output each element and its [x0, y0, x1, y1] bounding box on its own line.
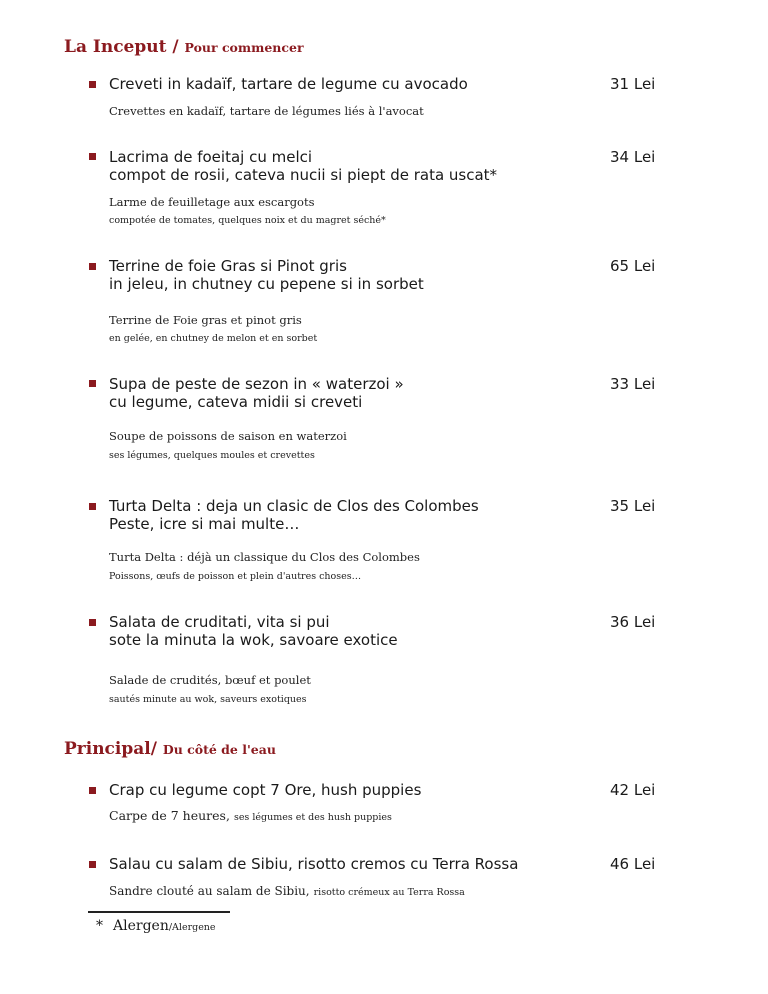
- section-title-starters-ro: La Inceput /: [64, 37, 179, 57]
- bullet-icon: [89, 81, 96, 88]
- item-desc-fr: ses légumes, quelques moules et crevettes: [109, 450, 315, 461]
- item-name-ro: Crap cu legume copt 7 Ore, hush puppies: [109, 781, 422, 799]
- footnote-mark: *: [96, 918, 103, 934]
- item-price: 31 Lei: [610, 75, 656, 93]
- item-desc-fr: risotto crémeux au Terra Rossa: [313, 887, 465, 898]
- item-desc-fr: Poissons, œufs de poisson et plein d'autres choses…: [109, 571, 362, 582]
- item-name-ro: Turta Delta : deja un clasic de Clos des Colombes: [109, 497, 479, 515]
- item-price: 65 Lei: [610, 257, 656, 275]
- item-desc-ro: cu legume, cateva midii si creveti: [109, 393, 363, 411]
- item-price: 42 Lei: [610, 781, 656, 799]
- item-price: 36 Lei: [610, 613, 656, 631]
- item-desc-ro: Peste, icre si mai multe…: [109, 515, 300, 533]
- bullet-icon: [89, 380, 96, 387]
- footnote-divider: [88, 911, 230, 913]
- item-price: 34 Lei: [610, 148, 656, 166]
- item-price: 35 Lei: [610, 497, 656, 515]
- section-subtitle-starters: Pour commencer: [184, 40, 304, 55]
- item-name-fr: Terrine de Foie gras et pinot gris: [109, 313, 302, 327]
- item-name-fr: Soupe de poissons de saison en waterzoi: [109, 429, 347, 443]
- section-subtitle-mains: Du côté de l'eau: [162, 742, 276, 757]
- item-name-ro: Salau cu salam de Sibiu, risotto cremos cu Terra Rossa: [109, 855, 519, 873]
- item-desc-fr: en gelée, en chutney de melon et en sorbet: [109, 333, 318, 344]
- footnote-sub: /Alergene: [168, 922, 216, 933]
- item-desc-ro: sote la minuta la wok, savoare exotice: [109, 631, 398, 649]
- item-desc-fr: ses légumes et des hush puppies: [233, 812, 392, 823]
- item-name-fr: Crevettes en kadaïf, tartare de légumes liés à l'avocat: [109, 104, 424, 118]
- item-desc-fr: compotée de tomates, quelques noix et du magret séché*: [109, 215, 386, 226]
- item-name-fr: Carpe de 7 heures,: [109, 808, 230, 823]
- item-name-ro: Salata de cruditati, vita si pui: [109, 613, 330, 631]
- section-title-mains: [64, 739, 276, 759]
- bullet-icon: [89, 503, 96, 510]
- section-title-starters: [64, 37, 304, 57]
- bullet-icon: [89, 263, 96, 270]
- item-name-fr-line: [109, 807, 392, 825]
- item-name-ro: Creveti in kadaïf, tartare de legume cu avocado: [109, 75, 468, 93]
- bullet-icon: [89, 153, 96, 160]
- item-name-fr: Turta Delta : déjà un classique du Clos des Colombes: [109, 550, 420, 564]
- item-name-ro: Terrine de foie Gras si Pinot gris: [109, 257, 347, 275]
- item-name-ro: Supa de peste de sezon in « waterzoi »: [109, 375, 404, 393]
- item-price: 46 Lei: [610, 855, 656, 873]
- bullet-icon: [89, 787, 96, 794]
- item-desc-ro: compot de rosii, cateva nucii si piept de rata uscat*: [109, 166, 498, 184]
- bullet-icon: [89, 861, 96, 868]
- item-name-fr-line: [109, 882, 465, 900]
- item-name-fr: Larme de feuilletage aux escargots: [109, 195, 315, 209]
- footnote-label: Alergen: [113, 918, 169, 934]
- item-name-fr: Salade de crudités, bœuf et poulet: [109, 673, 311, 687]
- footnote: [96, 917, 216, 935]
- item-name-fr: Sandre clouté au salam de Sibiu,: [109, 884, 310, 898]
- item-desc-fr: sautés minute au wok, saveurs exotiques: [109, 694, 307, 705]
- section-title-mains-ro: Principal/: [64, 739, 157, 759]
- bullet-icon: [89, 619, 96, 626]
- item-desc-ro: in jeleu, in chutney cu pepene si in sorbet: [109, 275, 424, 293]
- item-name-ro: Lacrima de foeitaj cu melci: [109, 148, 313, 166]
- item-price: 33 Lei: [610, 375, 656, 393]
